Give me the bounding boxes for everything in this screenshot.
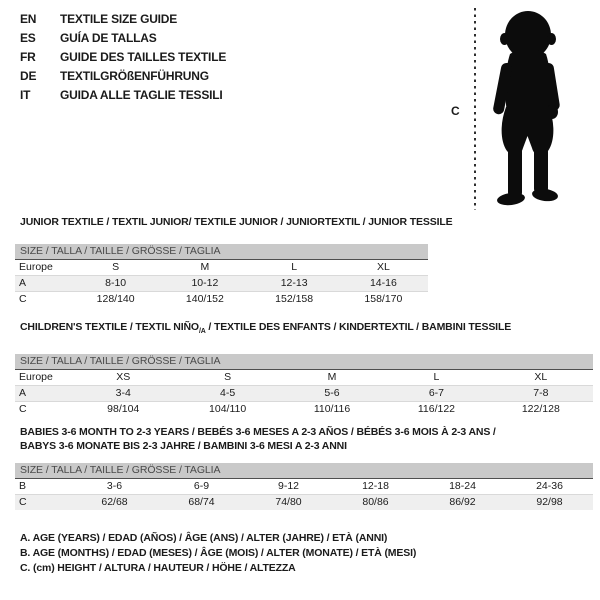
language-row xyxy=(20,29,226,48)
language-code: DE xyxy=(20,69,37,83)
size-cell: 122/128 xyxy=(521,403,560,416)
row-label: C xyxy=(19,293,27,305)
table-row xyxy=(15,370,593,385)
title-text: BABIES 3-6 MONTH TO 2-3 YEARS / BEBÉS 3-6 MESES A 2-3 AÑOS / BÉBÉS 3-6 MOIS À 2-3 ANS / xyxy=(20,426,496,438)
size-cell: 116/122 xyxy=(417,403,456,416)
size-cell: 110/116 xyxy=(313,403,351,416)
size-cell: 3-6 xyxy=(106,480,123,492)
language-code: IT xyxy=(20,88,31,102)
size-cell: 86/92 xyxy=(449,496,476,508)
size-cell: 92/98 xyxy=(536,496,563,508)
size-table xyxy=(15,354,593,417)
language-code: EN xyxy=(20,12,37,26)
title-text: / TEXTILE DES ENFANTS / KINDERTEXTIL / BAMBINI TESSILE xyxy=(205,321,512,333)
footnote-line: A. AGE (YEARS) / EDAD (AÑOS) / ÂGE (ANS) / ALTER (JAHRE) / ETÀ (ANNI) xyxy=(20,532,388,544)
language-code: ES xyxy=(20,31,36,45)
size-cell: L xyxy=(291,261,298,273)
size-cell: 9-12 xyxy=(277,480,299,492)
size-cell: 152/158 xyxy=(275,293,314,305)
size-cell: 140/152 xyxy=(185,293,224,305)
size-cell: 5-6 xyxy=(324,387,340,400)
title-text: CHILDREN'S TEXTILE / TEXTIL NIÑO xyxy=(20,321,199,333)
section-title xyxy=(15,320,593,339)
size-table xyxy=(15,463,593,510)
language-label: GUÍA DE TALLAS xyxy=(60,31,157,45)
table-row xyxy=(15,260,428,275)
title-text: JUNIOR TEXTILE / TEXTIL JUNIOR/ TEXTILE JUNIOR / JUNIORTEXTIL / JUNIOR TESSILE xyxy=(20,216,453,228)
language-row xyxy=(20,86,226,105)
row-label: Europe xyxy=(19,261,53,273)
size-cell: 6-7 xyxy=(428,387,445,400)
row-label: Europe xyxy=(19,371,53,384)
size-cell: S xyxy=(224,371,232,384)
size-cell: 10-12 xyxy=(191,277,219,289)
size-cell: M xyxy=(327,371,337,384)
language-row xyxy=(20,48,226,67)
dotted-measure-line xyxy=(474,8,476,210)
size-cell: XL xyxy=(534,371,548,384)
table-row xyxy=(15,494,593,510)
size-table-header-bar: SIZE / TALLA / TAILLE / GRÖSSE / TAGLIA xyxy=(15,463,593,479)
row-label: A xyxy=(19,277,27,289)
language-label: GUIDE DES TAILLES TEXTILE xyxy=(60,50,227,64)
language-code: FR xyxy=(20,50,36,64)
size-cell: 14-16 xyxy=(369,277,397,289)
size-cell: 80/86 xyxy=(362,496,389,508)
size-table xyxy=(15,244,428,307)
row-label: A xyxy=(19,387,27,400)
baby-silhouette-image xyxy=(480,9,575,209)
section-babies-textile xyxy=(15,425,593,510)
size-cell: 12-18 xyxy=(362,480,389,492)
size-table-header-bar: SIZE / TALLA / TAILLE / GRÖSSE / TAGLIA xyxy=(15,244,428,260)
size-cell: 12-13 xyxy=(280,277,308,289)
language-label: GUIDA ALLE TAGLIE TESSILI xyxy=(60,88,223,102)
size-table-header-bar: SIZE / TALLA / TAILLE / GRÖSSE / TAGLIA xyxy=(15,354,593,370)
size-cell: 128/140 xyxy=(96,293,135,305)
section-childrens-textile xyxy=(15,320,593,417)
size-cell: 24-36 xyxy=(536,480,563,492)
section-title-line xyxy=(20,320,593,339)
size-cell: 8-10 xyxy=(105,277,127,289)
size-cell: 68/74 xyxy=(188,496,215,508)
row-label: C xyxy=(19,403,27,416)
table-row xyxy=(15,385,593,401)
size-cell: XL xyxy=(376,261,390,273)
size-cell: 98/104 xyxy=(107,403,140,416)
language-row xyxy=(20,10,226,29)
language-label: TEXTILE SIZE GUIDE xyxy=(60,12,178,26)
row-label: B xyxy=(19,480,27,492)
section-junior-textile xyxy=(15,215,453,307)
section-title-line xyxy=(20,439,593,453)
height-marker-label: C xyxy=(451,104,460,118)
size-cell: M xyxy=(200,261,210,273)
section-title-line xyxy=(20,425,593,439)
size-cell: 104/110 xyxy=(209,403,247,416)
language-label: TEXTILGRÖßENFÜHRUNG xyxy=(60,69,209,83)
section-title-line xyxy=(20,215,453,229)
size-cell: S xyxy=(112,261,120,273)
table-row xyxy=(15,275,428,291)
size-cell: 7-8 xyxy=(533,387,549,400)
language-row xyxy=(20,67,226,86)
title-text: BABYS 3-6 MONATE BIS 2-3 JAHRE / BAMBINI 3-6 MESI A 2-3 ANNI xyxy=(20,440,347,452)
size-cell: 62/68 xyxy=(101,496,128,508)
title-subscript: /A xyxy=(198,328,206,336)
table-row xyxy=(15,479,593,494)
size-cell: XS xyxy=(116,371,131,384)
size-cell: 4-5 xyxy=(220,387,236,400)
size-cell: 3-4 xyxy=(115,387,131,400)
size-cell: L xyxy=(433,371,440,384)
language-list xyxy=(20,10,226,105)
section-title xyxy=(15,425,593,453)
footnote-line: B. AGE (MONTHS) / EDAD (MESES) / ÂGE (MOIS) / ALTER (MONATE) / ETÀ (MESI) xyxy=(20,547,417,559)
table-row xyxy=(15,401,593,417)
footnotes xyxy=(20,531,416,576)
section-title xyxy=(15,215,453,229)
row-label: C xyxy=(19,496,27,508)
size-cell: 74/80 xyxy=(275,496,302,508)
size-cell: 158/170 xyxy=(364,293,403,305)
footnote-line: C. (cm) HEIGHT / ALTURA / HAUTEUR / HÖHE / ALTEZZA xyxy=(20,562,296,574)
size-cell: 18-24 xyxy=(449,480,476,492)
table-row xyxy=(15,291,428,307)
size-cell: 6-9 xyxy=(193,480,210,492)
